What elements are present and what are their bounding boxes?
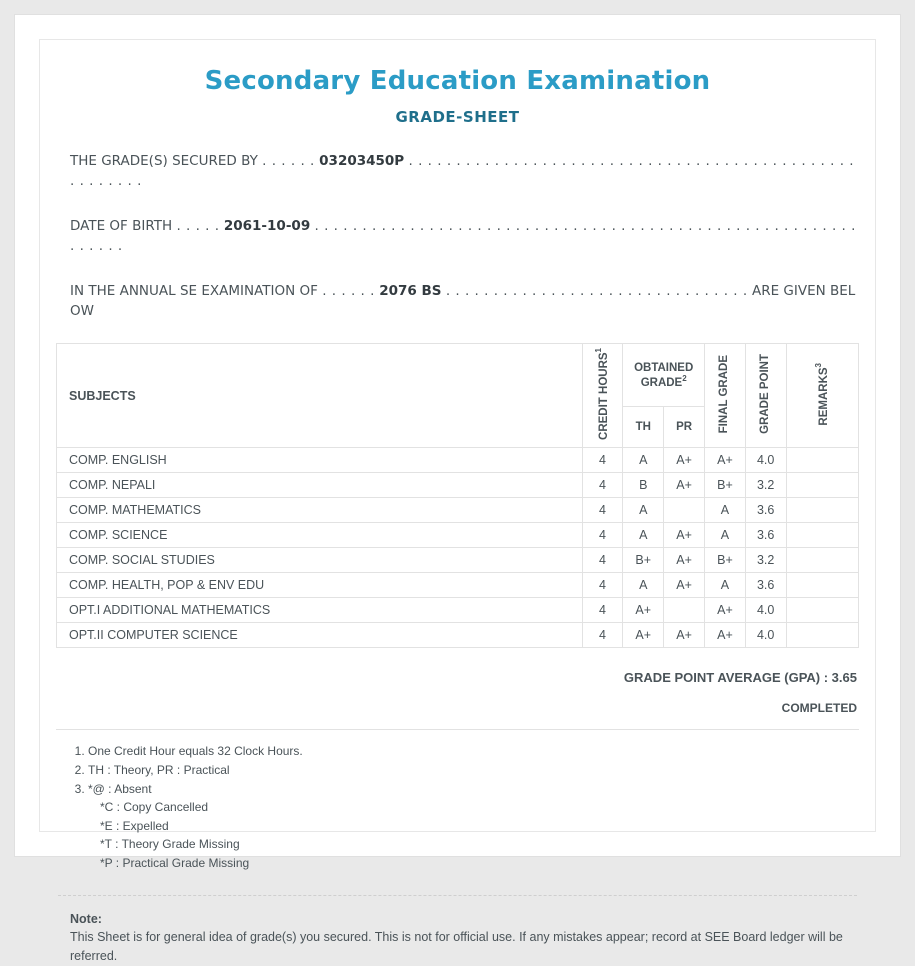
table-row [57, 623, 859, 648]
secured-by-dots-left: . . . . . . [262, 153, 315, 169]
table-row [57, 498, 859, 523]
row-final: A+ [705, 623, 746, 648]
row-subject: COMP. HEALTH, POP & ENV EDU [57, 573, 583, 598]
row-final: A+ [705, 448, 746, 473]
row-gp: 3.6 [745, 573, 786, 598]
row-remarks [786, 473, 858, 498]
row-gp: 4.0 [745, 598, 786, 623]
symbol-number-value: 03203450P [319, 153, 405, 169]
footnote-absent: *@ : Absent [88, 781, 152, 796]
row-th: A+ [623, 623, 664, 648]
row-credit: 4 [582, 498, 623, 523]
footnote-item: 1. One Credit Hour equals 32 Clock Hours. [88, 742, 859, 761]
page-title: Secondary Education Examination [204, 66, 711, 96]
row-gp: 4.0 [745, 623, 786, 648]
row-gp: 3.6 [745, 523, 786, 548]
header-obtained-grade: OBTAINED GRADE$^2$ [623, 344, 705, 407]
date-of-birth-label: DATE OF BIRTH [70, 218, 173, 235]
row-remarks [786, 448, 858, 473]
grades-table-head [57, 344, 859, 448]
row-subject: COMP. ENGLISH [57, 448, 583, 473]
date-of-birth-value: 2061-10-09 [223, 218, 311, 235]
exam-year-line [70, 256, 859, 321]
header-subjects: SUBJECTS [57, 344, 583, 448]
note-text: This Sheet is for general idea of grade(s) you secured. This is not for official use. If any mistakes appear; record at SEE Board ledger will be referred. [70, 930, 843, 964]
row-final: A [705, 573, 746, 598]
row-remarks [786, 548, 858, 573]
row-th: A [623, 498, 664, 523]
row-remarks [786, 573, 858, 598]
date-of-birth-line [70, 191, 859, 256]
header-final-grade: FINAL GRADE [705, 344, 746, 448]
row-subject: OPT.II COMPUTER SCIENCE [57, 623, 583, 648]
row-final: A [705, 523, 746, 548]
exam-label: IN THE ANNUAL SE EXAMINATION OF [70, 283, 318, 300]
row-pr: A+ [664, 573, 705, 598]
header-grade-point: GRADE POINT [745, 344, 786, 448]
row-final: A [705, 498, 746, 523]
grades-table [56, 343, 859, 648]
header-credit-hours: CREDIT HOURS$^1$ [582, 344, 623, 448]
exam-tail-text: ARE GIVEN BELOW [70, 283, 856, 319]
footnote-sublist [88, 798, 859, 872]
secured-by-label: THE GRADE(S) SECURED BY [70, 153, 258, 169]
grades-table-body [57, 448, 859, 648]
footnote-item: 2. TH : Theory, PR : Practical [88, 761, 859, 780]
row-subject: COMP. SOCIAL STUDIES [57, 548, 583, 573]
row-gp: 4.0 [745, 448, 786, 473]
exam-year-value: 2076 BS [379, 283, 442, 300]
row-subject: COMP. SCIENCE [57, 523, 583, 548]
row-subject: OPT.I ADDITIONAL MATHEMATICS [57, 598, 583, 623]
row-pr: A+ [664, 623, 705, 648]
table-row [57, 573, 859, 598]
row-remarks [786, 523, 858, 548]
exam-dots-left: . . . . . . [322, 283, 375, 300]
row-credit: 4 [582, 473, 623, 498]
row-subject: COMP. NEPALI [57, 473, 583, 498]
row-credit: 4 [582, 623, 623, 648]
header-remarks: REMARKS$^3$ [786, 344, 858, 448]
row-gp: 3.2 [745, 473, 786, 498]
footnotes [56, 730, 859, 872]
row-th: A+ [623, 598, 664, 623]
row-remarks [786, 498, 858, 523]
footnote-subitem: *P : Practical Grade Missing [100, 855, 250, 870]
row-th: A [623, 523, 664, 548]
row-pr [664, 598, 705, 623]
row-pr: A+ [664, 448, 705, 473]
gpa-summary: GRADE POINT AVERAGE (GPA) : 3.65 [623, 670, 857, 686]
row-th: A [623, 448, 664, 473]
secured-by-dots-right: . . . . . . . . . . . . . . . . . . . . . . . . . . . . . . . . . . . . . . . . . . . . . . . . . . . . . . . [70, 153, 855, 189]
page-frame [14, 14, 901, 964]
row-credit: 4 [582, 598, 623, 623]
row-th: A [623, 573, 664, 598]
note-title: Note: [70, 911, 102, 926]
row-th: B [623, 473, 664, 498]
row-credit: 4 [582, 548, 623, 573]
status-badge: COMPLETED [56, 685, 859, 730]
row-credit: 4 [582, 448, 623, 473]
secured-by-line [70, 126, 859, 191]
gradesheet-document [39, 39, 876, 964]
table-row [57, 473, 859, 498]
row-credit: 4 [582, 523, 623, 548]
dob-dots-right: . . . . . . . . . . . . . . . . . . . . . . . . . . . . . . . . . . . . . . . . . . . . . . . . . . . . . . . . . . . . . . . [70, 218, 856, 254]
row-pr: A+ [664, 523, 705, 548]
table-row [57, 523, 859, 548]
footnote-subitem: *T : Theory Grade Missing [100, 837, 240, 852]
row-remarks [786, 623, 858, 648]
row-gp: 3.2 [745, 548, 786, 573]
dob-dots-left: . . . . . [176, 218, 220, 235]
row-final: B+ [705, 548, 746, 573]
table-row [57, 548, 859, 573]
row-gp: 3.6 [745, 498, 786, 523]
row-remarks [786, 598, 858, 623]
header-practical: PR [664, 407, 705, 448]
table-row [57, 448, 859, 473]
row-subject: COMP. MATHEMATICS [57, 498, 583, 523]
footnote-subitem: *E : Expelled [100, 818, 169, 833]
row-credit: 4 [582, 573, 623, 598]
footnote-subitem: *C : Copy Cancelled [100, 800, 209, 815]
header-theory: TH [623, 407, 664, 448]
page-subtitle: GRADE-SHEET [395, 108, 520, 126]
footnote-item [88, 780, 859, 873]
row-pr: A+ [664, 473, 705, 498]
row-pr: A+ [664, 548, 705, 573]
table-row [57, 598, 859, 623]
row-final: B+ [705, 473, 746, 498]
row-th: B+ [623, 548, 664, 573]
row-final: A+ [705, 598, 746, 623]
exam-dots-right: . . . . . . . . . . . . . . . . . . . . . . . . . . . . . . . . [445, 283, 748, 300]
row-pr [664, 498, 705, 523]
note-section [56, 896, 859, 966]
